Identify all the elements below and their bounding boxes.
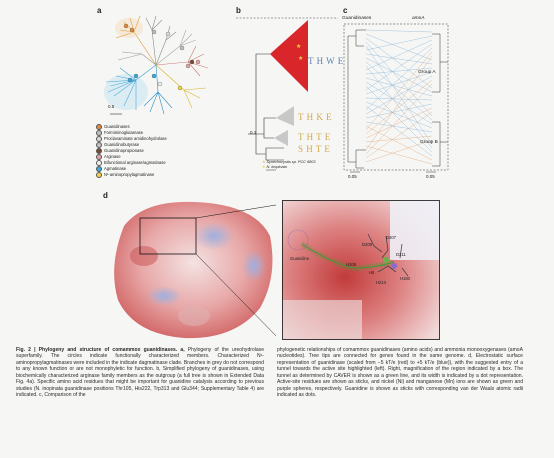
tangle-link (366, 34, 432, 60)
residue-h180: H180 (400, 276, 411, 281)
legend-dot (96, 172, 102, 178)
radial-phylogeny-tree (96, 10, 226, 118)
tangle-link (366, 30, 432, 32)
residue-d211: D211 (396, 252, 406, 257)
legend-row (96, 136, 167, 142)
tangle-link (366, 122, 432, 132)
tanglegram (340, 22, 456, 178)
caption-right-text: phylogenetic relationships of comammox guanidinases (amino acids) and ammonia monooxygenases (amoA nucleotides). Tree tips are connected for genes found in the same genome. d, Electrostatic surface representation of guanidinase (scaled from −5 kT/e (red) to +5 kT/e (blue)), with the suggested entry of a tunnel towards the active site highlighted (left). Right, magnification of the region indicated by a box. The tunnel as determined by CAVER is shown as a green line, and its width is indicated by a dot representation. Active-site residues are shown as sticks, and nickel (Ni) and manganese (Mn) ions are shown as green and purple spheres, respectively. Guanidine is shown as sticks with corresponding van der Waals atomic radii indicated as dots. (277, 347, 523, 399)
motif-3: T H T E (298, 132, 331, 142)
panel-letter-d: d (103, 191, 108, 200)
tangle-link (366, 36, 432, 50)
motif-1: T H W E (308, 56, 344, 66)
panel-letter-a: a (97, 6, 102, 15)
legend-label: Guanidinobutyrase (104, 142, 140, 148)
motif-4: S H T E (298, 144, 331, 154)
panel-letter-b: b (236, 6, 241, 15)
panel-letter-c: c (343, 6, 348, 15)
legend-row (96, 172, 167, 178)
panel-b-legend: ★ Synechocystis sp. PCC 6803 ★ N. inopinata (262, 160, 316, 169)
legend-label: Agmatinase (104, 166, 127, 172)
group-b-label: Group B (420, 140, 438, 145)
tangle-link (366, 98, 432, 100)
legend-label: Formiminoglutamase (104, 130, 144, 136)
legend-label: N¹-aminopropylagmatinase (104, 172, 155, 178)
caption-title: Fig. 2 | Phylogeny and structure of comammox guanidinases. a, (16, 347, 185, 353)
electrostatic-surface-overview (104, 196, 276, 342)
panel-c-right-label: amoA (412, 16, 425, 21)
active-site-magnification (282, 200, 440, 340)
legend-label: Guanidinopropionase (104, 148, 144, 154)
residue-d307: D307 (386, 235, 397, 240)
group-a-label: Group A (418, 70, 436, 75)
panel-c-scale-left: 0.05 (348, 174, 357, 179)
legend-label: Guanidinases (104, 124, 130, 130)
legend-label: Bifunctional arginase/agmatinase (104, 160, 166, 166)
guanidine-label: Guanidine (290, 256, 310, 261)
figure-caption-left (16, 347, 264, 399)
residue-h209: H209 (346, 262, 357, 267)
tangle-link (366, 52, 432, 130)
tangle-link (366, 48, 432, 110)
legend-synechocystis: Synechocystis sp. PCC 6803 (266, 160, 316, 164)
tangle-link (366, 108, 432, 138)
panel-a-scale-label: 0.5 (108, 104, 115, 109)
legend-row (96, 160, 167, 166)
tangle-link (366, 76, 432, 114)
panel-b-scale-label: 0.1 (250, 130, 257, 135)
tangle-link (366, 40, 432, 70)
panel-c-scale-right: 0.05 (426, 174, 435, 179)
tangle-link (366, 54, 432, 64)
legend-label: Proclavaminate amidinohydrolase (104, 136, 167, 142)
legend-label: Arginase (104, 154, 121, 160)
svg-text:★: ★ (296, 44, 302, 50)
residue-h213: H213 (376, 280, 387, 285)
panel-a-legend (96, 124, 167, 178)
caption-left-text: Phylogeny of the ureohydrolase superfamily. The circles indicate functionally characterized members. Characterized N¹-aminopropylagmatinases were included in the indicate dagmatinase clade. Branches in grey do not correspond to any known function or are not monophyletic for function. b, Simplified phylogeny of guanidinases, using biochemically characterized arginase family members as the outgroup (a full tree is shown in Extended Data Fig. 4a). Specific amino acid residues that might be important for guanidine catalysis according to previous studies (N. inopinata guanidinase positions Thr105, His222, Trp313 and Glu344; Supplementary Table 4) are indicated. c, Comparison of the (16, 347, 264, 399)
legend-n-inopinata: N. inopinata (266, 165, 287, 169)
panel-c-left-label: Guanidinases (342, 16, 372, 21)
motif-2: T H K E (298, 112, 333, 122)
tangle-link (366, 104, 432, 118)
residue-d209: D209 (362, 242, 373, 247)
figure-caption-right (277, 347, 523, 399)
residue-h8: H8 (369, 270, 375, 275)
svg-text:★: ★ (298, 56, 304, 62)
tangle-link (366, 102, 432, 128)
